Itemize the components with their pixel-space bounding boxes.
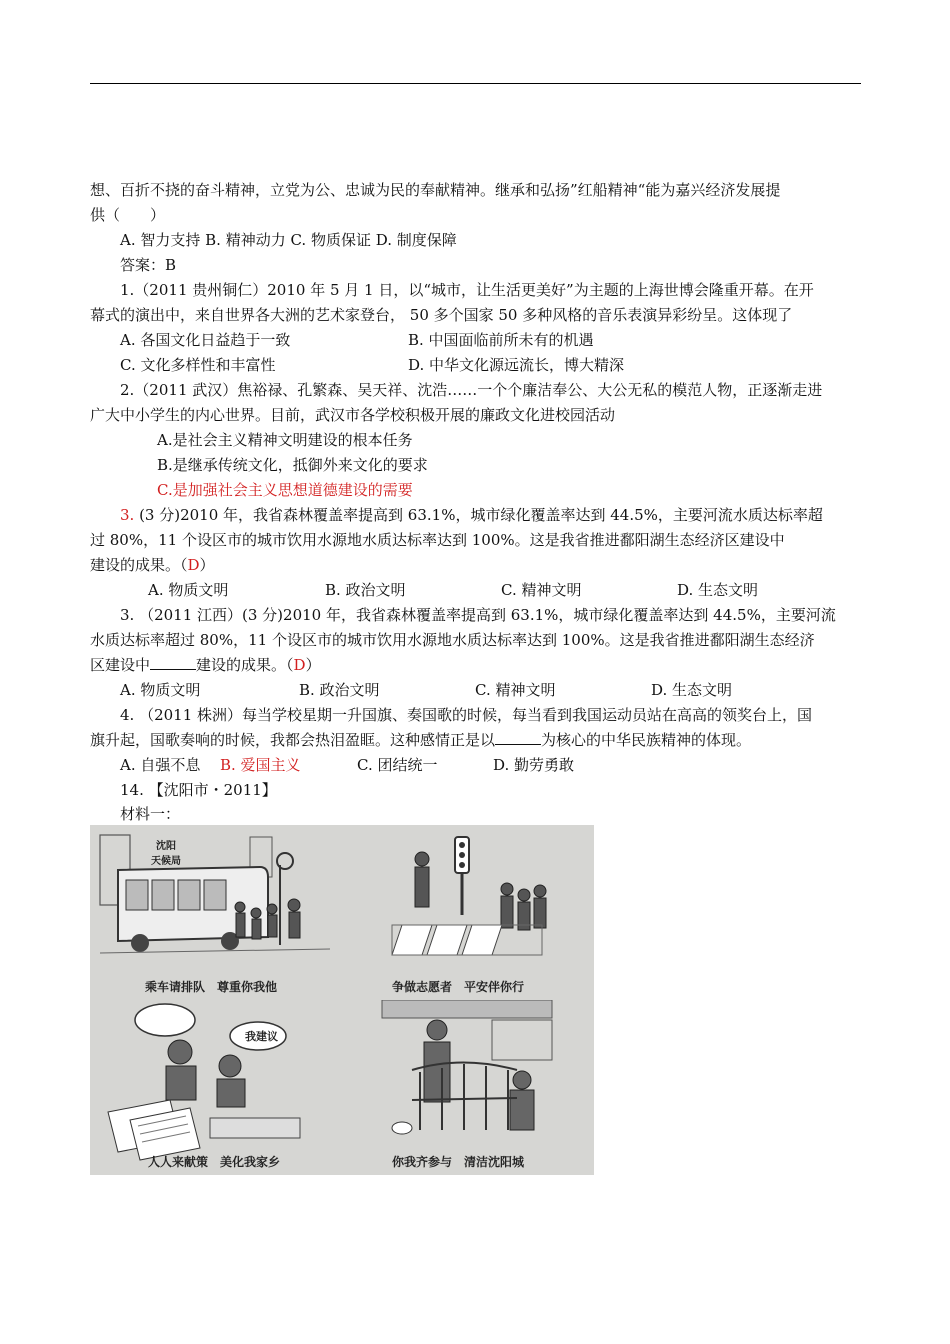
bus-queue-illustration [90,825,342,1000]
question-14-title: 14. 【沈阳市・2011】 [120,781,277,799]
question-1-line: 幕式的演出中，来自世界各大洲的艺术家登台， 50 多个国家 50 多种风格的音乐表演异彩纷呈。这体现了 [90,306,793,324]
answer-letter: D [187,556,200,574]
option-c: C. 精神文明 [501,581,582,599]
illustration-figure [90,825,594,1175]
option-a: A. 各国文化日益趋于一致 [120,331,291,349]
question-4-line: 3. （2011 江西）(3 分)2010 年，我省森林覆盖率提高到 63.1%，城市绿化覆盖率达到 44.5%，主要河流 [120,606,836,624]
question-2-line: 广大中小学生的内心世界。目前，武汉市各学校积极开展的廉政文化进校园活动 [90,406,616,424]
speech-bubble-text: 我建议 [245,1030,278,1043]
caption: 争做志愿者 平安伴你行 [392,980,525,994]
material-label: 材料一： [120,805,181,823]
option-d: D. 生态文明 [677,581,759,599]
option-b: B. 政治文明 [299,681,380,699]
proposal-illustration [90,1000,342,1175]
cleaning-illustration [342,1000,594,1175]
question-text: 为核心的中华民族精神的体现。 [541,731,752,749]
option-d: D. 生态文明 [651,681,733,699]
question-text: 建设的成果。（ [90,556,188,574]
paren: ） [305,656,321,674]
option-b-answer: B. 爱国主义 [220,756,301,774]
option-a: A. 自强不息 [120,756,201,774]
fill-blank [495,729,541,745]
option-a: A. 物质文明 [148,581,229,599]
option-a: A. 物质文明 [120,681,201,699]
option-b: B. 政治文明 [325,581,406,599]
option-b: B. 中国面临前所未有的机遇 [408,331,594,349]
header-rule [90,83,861,84]
question-4-line: 水质达标率超过 80%，11 个设区市的城市饮用水源地水质达标率达到 100%。这是我省推进鄱阳湖生态经济 [90,631,815,649]
options-line: A. 智力支持 B. 精神动力 C. 物质保证 D. 制度保障 [120,231,457,249]
question-1-line: 1.（2011 贵州铜仁）2010 年 5 月 1 日，以“城市，让生活更美好”为主题的上海世博会隆重开幕。在开 [120,281,814,299]
question-text: 建设的成果。（ [196,656,294,674]
answer-line: 答案：B [120,256,177,274]
caption: 人人来献策 美化我家乡 [148,1155,281,1169]
option-c: C. 团结统一 [357,756,438,774]
caption: 你我齐参与 清洁沈阳城 [392,1155,525,1169]
paren: ） [199,556,215,574]
answer-letter: D [293,656,306,674]
question-2-line: 2.（2011 武汉）焦裕禄、孔繁森、吴天祥、沈浩……一个个廉洁奉公、大公无私的模范人物，正逐渐走进 [120,381,823,399]
question-text: (3 分)2010 年，我省森林覆盖率提高到 63.1%，城市绿化覆盖率达到 44.5%，主要河流水质达标率超 [134,506,823,524]
option-d: D. 勤劳勇敢 [493,756,575,774]
speech-bubble-text: 沈阳 天候局 [151,841,181,867]
traffic-volunteer-illustration [342,825,594,1000]
question-3-line: 过 80%，11 个设区市的城市饮用水源地水质达标率达到 100%。这是我省推进鄱阳湖生态经济区建设中 [90,531,785,549]
option-d: D. 中华文化源远流长，博大精深 [408,356,625,374]
option-c-answer: C.是加强社会主义思想道德建设的需要 [157,481,413,499]
question-number: 3. [120,506,135,524]
question-text: 区建设中 [90,656,151,674]
question-5-line: 4. （2011 株洲）每当学校星期一升国旗、奏国歌的时候，每当看到我国运动员站在高高的领奖台上，国 [120,706,813,724]
question-4-line [90,653,321,678]
question-5-line [90,728,751,753]
text-line: 想、百折不挠的奋斗精神，立党为公、忠诚为民的奉献精神。继承和弘扬”红船精神“能为嘉兴经济发展提 [90,181,781,199]
fill-blank [150,654,196,670]
question-text: 旗升起，国歌奏响的时候，我都会热泪盈眶。这种感情正是以 [90,731,496,749]
text-line: 供（ ） [90,206,166,224]
option-b: B.是继承传统文化，抵御外来文化的要求 [157,456,428,474]
question-3-line [90,553,215,578]
option-a: A.是社会主义精神文明建设的根本任务 [157,431,413,449]
question-3-line [120,503,823,528]
option-c: C. 精神文明 [475,681,556,699]
option-c: C. 文化多样性和丰富性 [120,356,276,374]
caption: 乘车请排队 尊重你我他 [145,980,278,994]
